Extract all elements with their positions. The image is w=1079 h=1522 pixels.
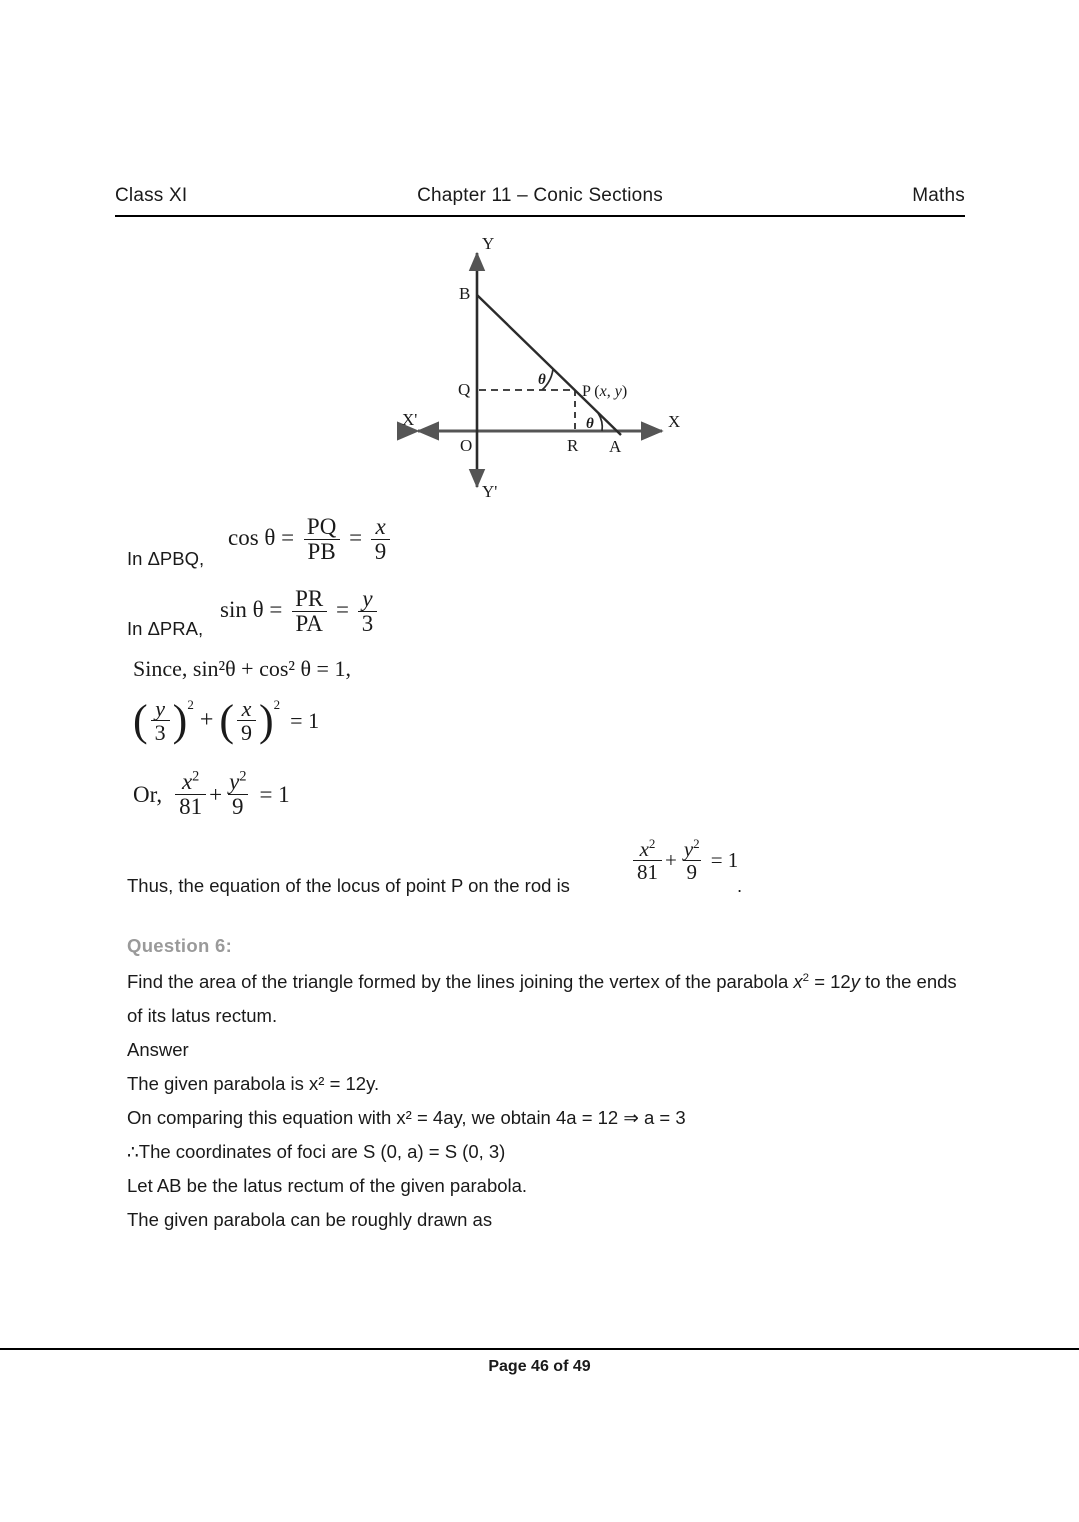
squared-term2-num: x [241,695,252,721]
header-subject-label: Maths [912,185,965,206]
equation-squared-sum [133,695,319,746]
figure-label-Y: Y [482,235,495,253]
frac-y-3-squared [151,697,170,744]
conic-rod-diagram [390,235,690,507]
figure-label-B: B [459,284,471,303]
figure-label-Q: Q [458,380,471,399]
or-term1-var: x [181,769,193,794]
question-statement-part2: = 12 [809,971,851,992]
frac-PB-denominator: PB [304,539,340,564]
frac-x-numerator: x [375,514,386,539]
frac-PQ-numerator: PQ [306,514,337,539]
cos-theta-lhs: cos θ = [228,524,295,550]
exponent-1: 2 [187,697,194,712]
concl-term1-num [636,838,660,860]
frac-PA-denominator: PA [292,611,327,636]
or-plus: + [209,781,223,807]
or-result: = 1 [259,781,290,807]
answer-line-0: The given parabola is x² = 12y. [127,1073,380,1094]
locus-conclusion-text: Thus, the equation of the locus of point P on the rod is [127,875,570,896]
concl-term1-den: 81 [633,860,662,883]
concl-frac-x2-81 [633,838,662,883]
frac-y-numerator: y [362,586,373,611]
frac-9-denominator: 9 [371,539,391,564]
or-term2-sup: 2 [239,768,247,785]
frac-x-9-squared [237,697,256,744]
page-header [115,185,965,217]
triangle-pbq-label: In ΔPBQ, [127,548,205,569]
page-footer [0,1348,1079,1376]
answer-line-1: On comparing this equation with x² = 4ay, we obtain 4a = 12 ⇒ a = 3 [127,1107,686,1128]
question-statement-part1: Find the area of the triangle formed by the lines joining the vertex of the parabola [127,971,794,992]
locus-conclusion-equation [630,838,738,883]
frac-x-9 [371,515,391,564]
question-heading: Question 6: [127,935,233,956]
concl-term2-sup: 2 [693,836,700,851]
frac-3-denominator: 3 [358,611,378,636]
concl-term2-var: y [683,837,694,861]
question-statement-part3: to the ends of its latus rectum. [127,971,957,1026]
question-statement-x: x [793,971,803,992]
exponent-2: 2 [273,697,281,712]
page-number-label: Page 46 of 49 [488,1358,591,1375]
paren-close-1: ) [172,696,188,745]
answer-line-4: The given parabola can be roughly drawn as [127,1209,493,1230]
equation-cos-theta [228,515,393,564]
figure-label-R: R [567,436,579,455]
locus-conclusion-period: . [737,875,743,896]
or-term2-var: y [229,769,240,794]
figure-label-O: O [460,436,473,455]
or-term2-den: 9 [228,794,248,819]
figure-label-Y-prime: Y' [482,482,498,501]
figure-angle-theta-lower: θ [586,416,594,432]
answer-line-3: Let AB be the latus rectum of the given parabola. [127,1175,528,1196]
sin-theta-lhs: sin θ = [220,596,283,622]
frac-PR-PA [291,587,327,636]
question-statement-exponent: 2 [802,971,810,984]
question-statement [127,965,957,1033]
concl-result: = 1 [710,848,739,873]
squared-term1-num: y [155,695,166,721]
triangle-pra-label: In ΔPRA, [127,618,204,639]
figure-label-A: A [609,437,622,456]
paren-open-1: ( [133,696,148,745]
figure-angle-theta-upper: θ [538,372,546,388]
or-term1-den: 81 [175,794,206,819]
frac-y-3 [358,587,378,636]
squared-term2-den: 9 [237,720,256,744]
paren-close-2: ) [259,696,274,745]
figure-label-P: P (x, y) [582,383,628,400]
header-chapter-title: Chapter 11 – Conic Sections [417,185,663,206]
concl-term2-den: 9 [683,860,702,883]
frac-PR-numerator: PR [295,586,324,611]
or-term1-sup: 2 [192,768,200,785]
answer-line-2: ∴The coordinates of foci are S (0, a) = S (0, 3) [127,1141,506,1162]
squared-sum-result: = 1 [290,707,320,733]
equation-sin-theta [220,587,380,636]
header-class-label: Class XI [115,185,188,206]
sin-theta-eq2: = [335,596,349,622]
frac-y2-9 [225,770,250,819]
concl-frac-y2-9 [680,838,704,883]
concl-term1-sup: 2 [648,836,656,851]
or-prefix: Or, [133,781,163,807]
frac-x2-81 [175,770,206,819]
figure-label-X-prime: X' [402,410,418,429]
pythagorean-identity-line: Since, sin²θ + cos² θ = 1, [133,656,351,681]
concl-term1-var: x [639,837,649,861]
cos-theta-eq2: = [349,524,363,550]
frac-PQ-PB [303,515,340,564]
answer-heading: Answer [127,1039,189,1060]
or-term2-num [225,770,250,794]
squared-sum-plus: + [199,707,214,733]
concl-plus: + [665,848,677,873]
question-statement-y: y [850,971,860,992]
paren-open-2: ( [219,696,235,745]
concl-term2-num [680,838,704,860]
figure-label-X: X [668,412,681,431]
equation-or-line [133,770,290,819]
or-term1-num [178,770,203,794]
squared-term1-den: 3 [151,720,170,744]
